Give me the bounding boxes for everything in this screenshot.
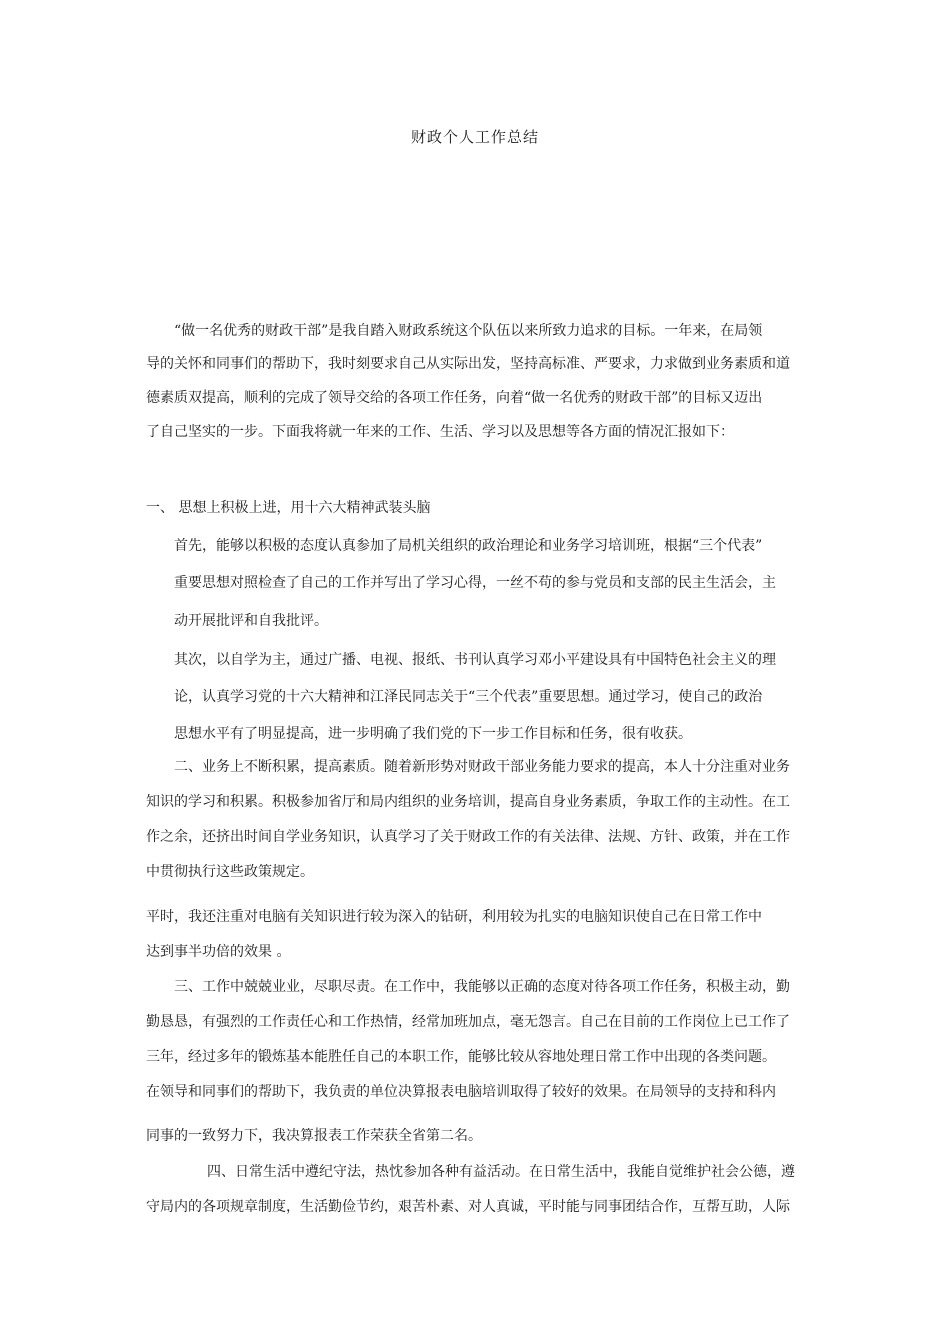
paragraph-line: 达到事半功倍的效果 。 <box>146 944 291 960</box>
paragraph-line: 首先，能够以积极的态度认真参加了局机关组织的政治理论和业务学习培训班，根据“三个代表” <box>174 538 763 554</box>
paragraph-line: 德素质双提高，顺利的完成了领导交给的各项工作任务，向着“做一名优秀的财政干部”的目标又迈出 <box>146 390 763 406</box>
section-heading: 一、 思想上积极上进，用十六大精神武装头脑 <box>146 500 431 516</box>
paragraph-line: 在领导和同事们的帮助下，我负责的单位决算报表电脑培训取得了较好的效果。在局领导的支持和科内 <box>146 1084 776 1100</box>
paragraph-line: 同事的一致努力下，我决算报表工作荣获全省第二名。 <box>146 1128 482 1144</box>
paragraph-line: 其次，以自学为主，通过广播、电视、报纸、书刊认真学习邓小平建设具有中国特色社会主义的理 <box>174 652 776 668</box>
paragraph-line: “做一名优秀的财政干部”是我自踏入财政系统这个队伍以来所致力追求的目标。一年来，在局领 <box>174 323 763 339</box>
paragraph-line: 知识的学习和积累。积极参加省厅和局内组织的业务培训，提高自身业务素质，争取工作的主动性。在工 <box>146 794 790 810</box>
paragraph-line: 动开展批评和自我批评。 <box>174 613 328 629</box>
document-title: 财政个人工作总结 <box>410 128 539 146</box>
paragraph-line: 思想水平有了明显提高，进一步明确了我们党的下一步工作目标和任务，很有收获。 <box>174 726 692 742</box>
paragraph-line: 守局内的各项规章制度，生活勤俭节约，艰苦朴素、对人真诚，平时能与同事团结合作，互帮互助，人际 <box>146 1199 790 1215</box>
paragraph-line: 重要思想对照检查了自己的工作并写出了学习心得，一丝不苟的参与党员和支部的民主生活会，主 <box>174 575 776 591</box>
paragraph-line: 四、日常生活中遵纪守法，热忱参加各种有益活动。在日常生活中，我能自觉维护社会公德，遵 <box>207 1164 795 1180</box>
paragraph-line: 论，认真学习党的十六大精神和江泽民同志关于“三个代表”重要思想。通过学习，使自己的政治 <box>174 689 763 705</box>
paragraph-line: 中贯彻执行这些政策规定。 <box>146 864 314 880</box>
paragraph-line: 三、工作中兢兢业业，尽职尽责。在工作中，我能够以正确的态度对待各项工作任务，积极主动，勤 <box>174 979 790 995</box>
paragraph-line: 平时，我还注重对电脑有关知识进行较为深入的钻研，利用较为扎实的电脑知识使自己在日常工作中 <box>146 909 762 925</box>
paragraph-line: 作之余，还挤出时间自学业务知识，认真学习了关于财政工作的有关法律、法规、方针、政策，并在工作 <box>146 829 790 845</box>
paragraph-line: 了自己坚实的一步。下面我将就一年来的工作、生活、学习以及思想等各方面的情况汇报如下： <box>146 424 734 440</box>
paragraph-line: 三年，经过多年的锻炼基本能胜任自己的本职工作，能够比较从容地处理日常工作中出现的各类问题。 <box>146 1049 776 1065</box>
paragraph-line: 导的关怀和同事们的帮助下，我时刻要求自己从实际出发，坚持高标准、严要求，力求做到业务素质和道 <box>146 356 790 372</box>
paragraph-line: 勤恳恳，有强烈的工作责任心和工作热情，经常加班加点，毫无怨言。自己在目前的工作岗位上已工作了 <box>146 1014 790 1030</box>
paragraph-line: 二、业务上不断积累，提高素质。随着新形势对财政干部业务能力要求的提高，本人十分注重对业务 <box>174 759 790 775</box>
